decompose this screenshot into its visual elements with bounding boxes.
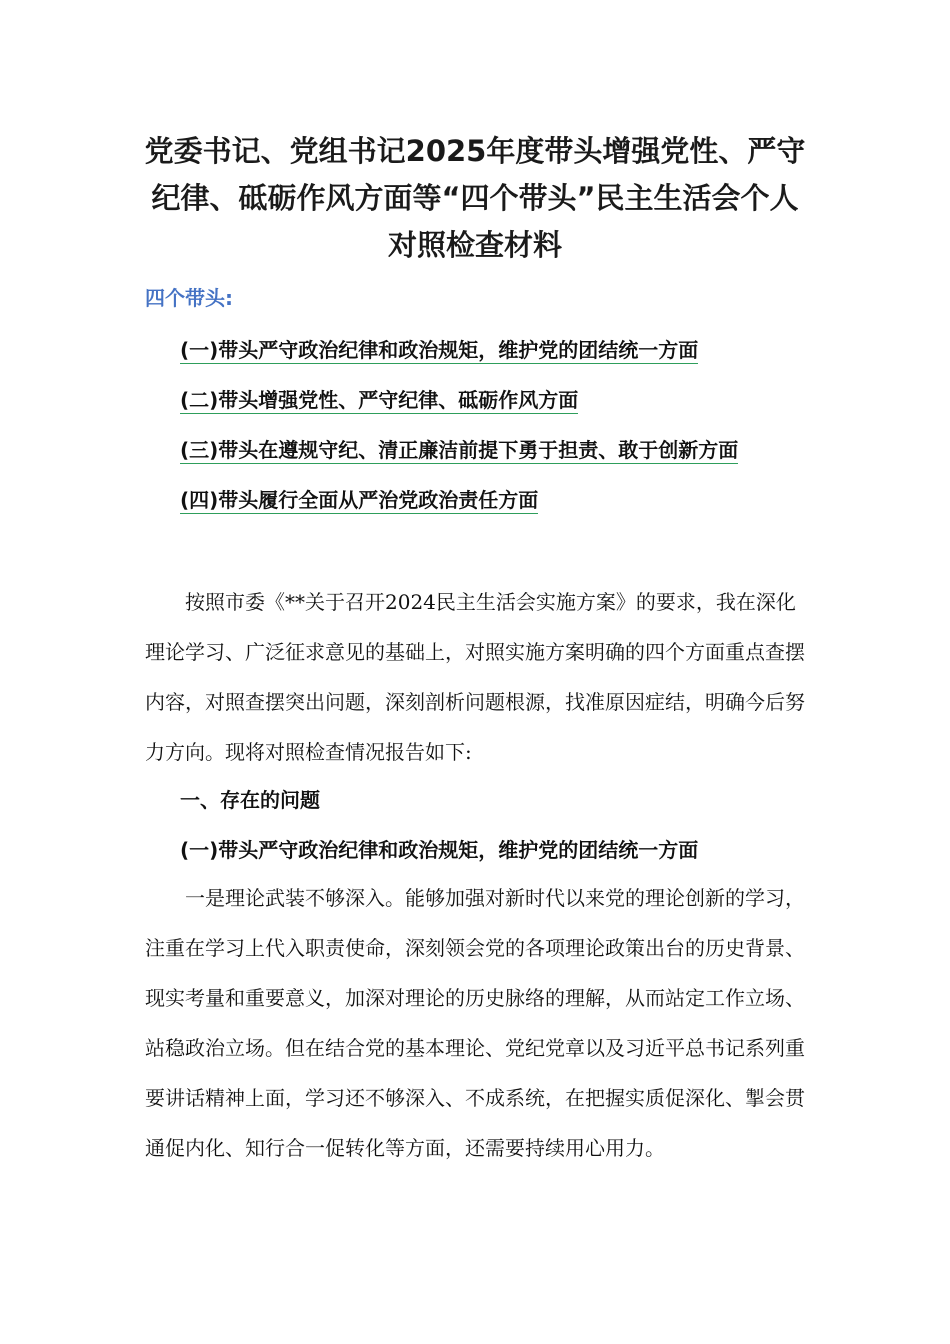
body-paragraph-1: 一是理论武装不够深入。能够加强对新时代以来党的理论创新的学习，注重在学习上代入职责使命，深刻领会党的各项理论政策出台的历史背景、现实考量和重要意义，加深对理论的历史脉络的理解，从而站定工作立场、站稳政治立场。但在结合党的基本理论、党纪党章以及习近平总书记系列重要讲话精神上面，学习还不够深入、不成系统，在把握实质促深化、掣会贯通促内化、知行合一促转化等方面，还需要持续用心用力。 — [145, 886, 805, 1160]
toc-item-2[interactable] — [180, 385, 738, 435]
table-of-contents — [180, 335, 738, 535]
toc-link-3[interactable]: (三)带头在遵规守纪、清正廉洁前提下勇于担责、敢于创新方面 — [180, 438, 739, 462]
toc-link-1[interactable]: (一)带头严守政治纪律和政治规矩，维护党的团结统一方面 — [180, 338, 699, 362]
toc-heading: 四个带头: — [145, 286, 233, 310]
subsection-heading: (一)带头严守政治纪律和政治规矩，维护党的团结统一方面 — [180, 838, 699, 862]
toc-item-4[interactable] — [180, 485, 738, 535]
document-title — [130, 128, 820, 269]
toc-item-1[interactable] — [180, 335, 738, 385]
intro-paragraph: 按照市委《**关于召开2024民主生活会实施方案》的要求，我在深化理论学习、广泛征求意见的基础上，对照实施方案明确的四个方面重点查摆内容，对照查摆突出问题，深刻剖析问题根源，找准原因症结，明确今后努力方向。现将对照检查情况报告如下: — [145, 590, 805, 764]
section-heading: 一、存在的问题 — [180, 788, 320, 812]
title-line-2: 纪律、砥砺作风方面等“四个带头”民主生活会个人 — [151, 181, 799, 215]
title-line-3: 对照检查材料 — [387, 228, 562, 262]
title-line-1: 党委书记、党组书记2025年度带头增强党性、严守 — [144, 134, 806, 168]
toc-link-2[interactable]: (二)带头增强党性、严守纪律、砥砺作风方面 — [180, 388, 579, 412]
toc-item-3[interactable] — [180, 435, 738, 485]
toc-link-4[interactable]: (四)带头履行全面从严治党政治责任方面 — [180, 488, 539, 512]
